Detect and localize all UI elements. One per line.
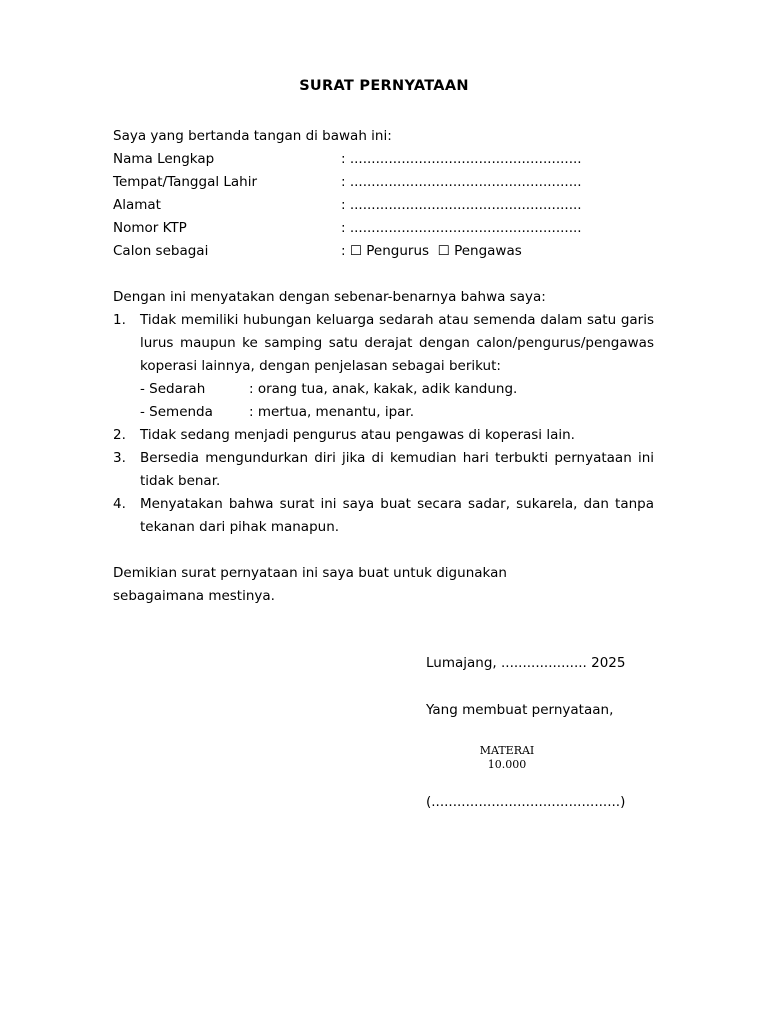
sub-item (140, 401, 654, 424)
field-row-address (113, 194, 654, 217)
list-item (113, 309, 654, 424)
option-label-pengurus: Pengurus (366, 243, 430, 259)
list-item (113, 424, 654, 447)
field-label: Tempat/Tanggal Lahir (113, 174, 258, 190)
candidate-options (341, 240, 654, 263)
item-text: Menyatakan bahwa surat ini saya buat secara sadar, sukarela, dan tanpa tekanan dari pihak manapun. (140, 496, 654, 535)
field-blank: : ...................................................... (341, 220, 582, 236)
field-blank: : ...................................................... (341, 197, 582, 213)
signatory-caption: Yang membuat pernyataan, (426, 702, 614, 718)
sub-item (140, 378, 654, 401)
checkbox-icon[interactable]: ☐ (437, 243, 450, 259)
field-blank: : ...................................................... (341, 174, 582, 190)
field-label: Nama Lengkap (113, 151, 215, 167)
signature-name-line: (............................................) (426, 794, 626, 810)
city-date: Lumajang, .................... 2025 (426, 655, 626, 671)
statement-intro: Dengan ini menyatakan dengan sebenar-benarnya bahwa saya: (113, 289, 546, 305)
field-row-birth (113, 171, 654, 194)
materai-stamp-area (426, 744, 588, 772)
intro-text: Saya yang bertanda tangan di bawah ini: (113, 128, 392, 144)
item-number: 4. (113, 496, 126, 512)
item-number: 3. (113, 450, 126, 466)
stamp-label: MATERAI (479, 744, 535, 757)
sub-item-value: : orang tua, anak, kakak, adik kandung. (249, 381, 518, 397)
sub-item-value: : mertua, menantu, ipar. (249, 404, 415, 420)
sub-item-label: - Sedarah (140, 381, 206, 397)
item-text: Tidak memiliki hubungan keluarga sedarah atau semenda dalam satu garis lurus maupun ke samping satu derajat dengan calon/pengurus/pengawas koperasi lainnya, dengan penjelasan sebagai berikut: (140, 312, 654, 374)
document-title: SURAT PERNYATAAN (299, 78, 469, 94)
field-label: Calon sebagai (113, 243, 209, 259)
field-label: Alamat (113, 197, 161, 213)
item-text: Tidak sedang menjadi pengurus atau pengawas di koperasi lain. (140, 427, 575, 443)
item-number: 1. (113, 312, 126, 328)
list-item (113, 447, 654, 493)
list-item (113, 493, 654, 539)
field-label: Nomor KTP (113, 220, 187, 236)
closing-text: Demikian surat pernyataan ini saya buat untuk digunakan sebagaimana mestinya. (113, 565, 507, 604)
field-separator: : (341, 243, 346, 259)
item-number: 2. (113, 427, 126, 443)
field-row-candidate (113, 240, 654, 263)
field-row-ktp (113, 217, 654, 240)
option-label-pengawas: Pengawas (454, 243, 522, 259)
field-blank: : ...................................................... (341, 151, 582, 167)
field-row-name (113, 148, 654, 171)
item-text: Bersedia mengundurkan diri jika di kemudian hari terbukti pernyataan ini tidak benar. (140, 450, 654, 489)
letter-body (113, 125, 654, 608)
stamp-value: 10.000 (487, 758, 527, 771)
checkbox-icon[interactable]: ☐ (349, 243, 362, 259)
sub-item-label: - Semenda (140, 404, 213, 420)
